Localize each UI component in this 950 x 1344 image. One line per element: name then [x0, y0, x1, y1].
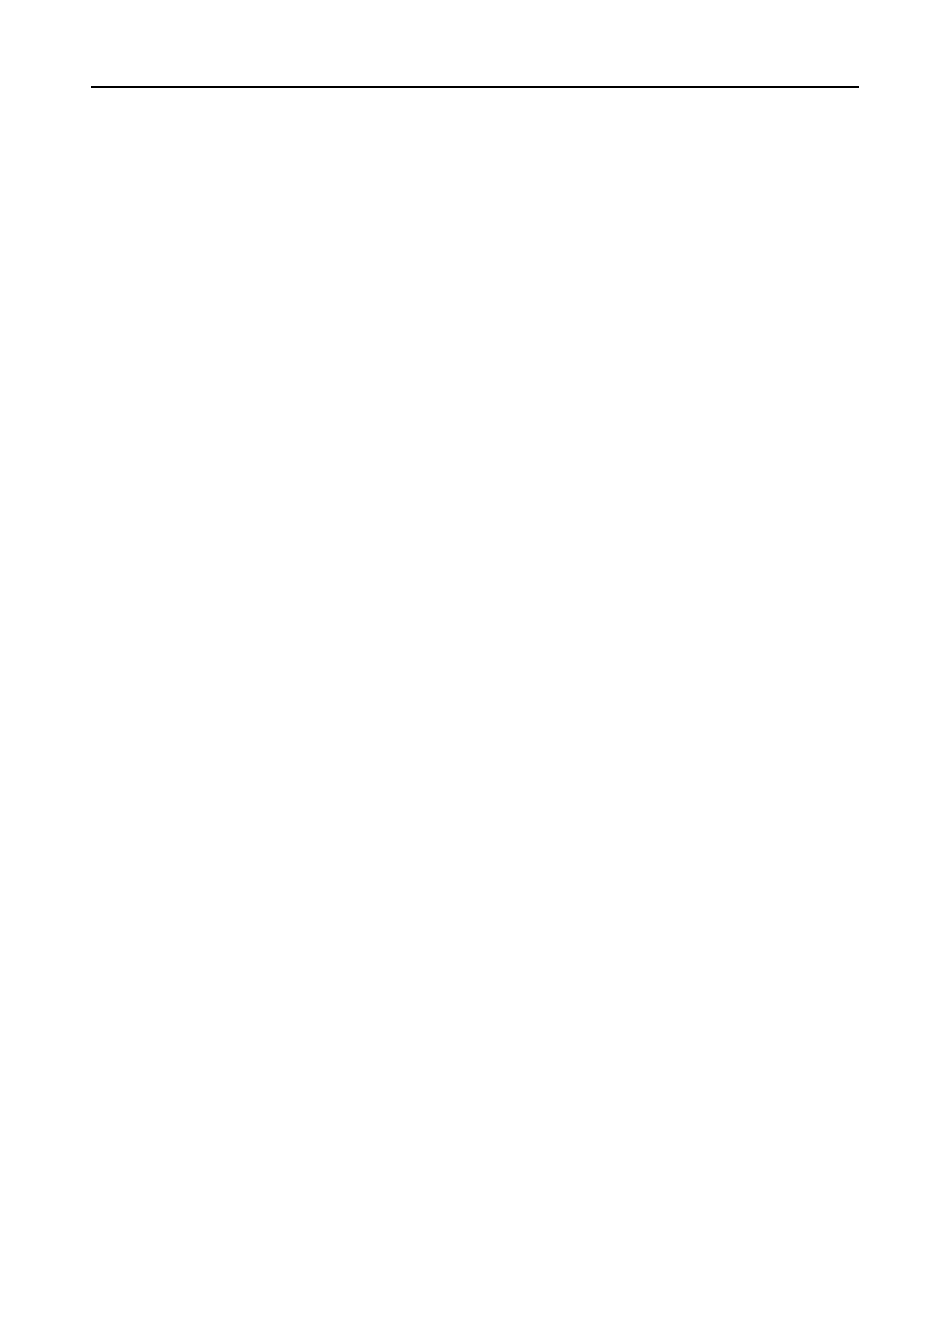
toc-entry-appendix-last[interactable]: [104, 895, 849, 920]
header-rule: [91, 86, 859, 88]
